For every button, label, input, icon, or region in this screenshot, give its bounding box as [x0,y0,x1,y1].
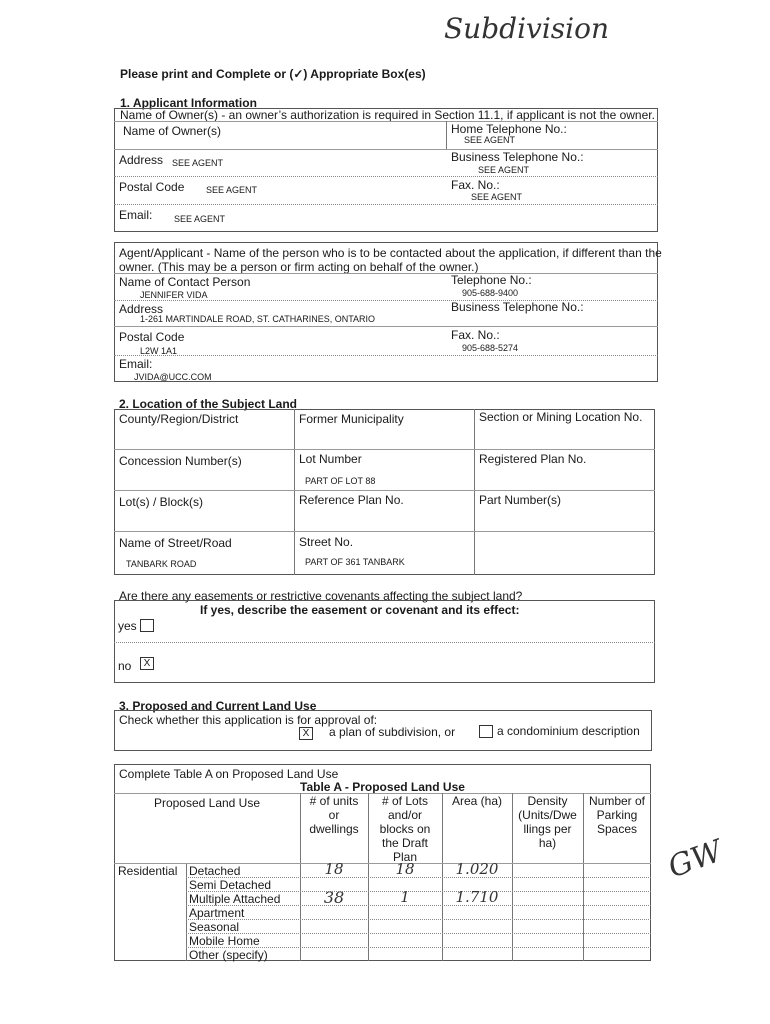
street-name-value: TANBARK ROAD [126,559,197,569]
section-mining-label: Section or Mining Location No. [479,410,643,424]
location-table [114,409,655,575]
approval-check-label: Check whether this application is for approval of: [119,713,378,727]
residential-label: Residential [118,864,178,878]
agent-telephone-label: Telephone No.: [451,273,532,287]
row-label: Detached [189,864,241,878]
easement-yes-label: yes [118,619,137,633]
detached-lots-value: 18 [395,860,415,878]
postal-code-label: Postal Code [119,180,185,194]
home-telephone-value: SEE AGENT [464,135,516,145]
agent-email-label: Email: [119,357,153,371]
section2-heading: 2. Location of the Subject Land [119,397,298,411]
condominium-label: a condominium description [497,724,640,738]
instruction-text: Please print and Complete or (✓) Appropriate Box(es) [120,67,426,81]
business-telephone-label: Business Telephone No.: [451,150,584,164]
fax-label: Fax. No.: [451,178,500,192]
section1-heading: 1. Applicant Information [120,96,257,110]
detached-area-value: 1.020 [455,860,499,878]
row-label: Other (specify) [189,948,268,962]
agent-intro-line2: owner. (This may be a person or firm acting on behalf of the owner.) [119,260,479,274]
easement-no-label: no [118,659,132,673]
street-number-label: Street No. [299,535,354,549]
street-name-label: Name of Street/Road [119,536,232,550]
agent-fax-value: 905-688-5274 [462,343,519,353]
col-proposed-land-use: Proposed Land Use [153,796,261,810]
business-telephone-value: SEE AGENT [478,165,530,175]
row-label: Mobile Home [189,934,260,948]
table-a-instruction: Complete Table A on Proposed Land Use [119,767,339,781]
handwritten-title: Subdivision [444,12,610,45]
agent-address-label: Address [119,302,164,316]
lot-number-label: Lot Number [299,452,362,466]
address-value: SEE AGENT [172,158,224,168]
plan-of-subdivision-checkbox[interactable]: X [299,727,313,740]
home-telephone-label: Home Telephone No.: [451,122,567,136]
multiple-attached-units-value: 38 [323,888,345,907]
email-label: Email: [119,208,153,222]
postal-code-value: SEE AGENT [206,185,258,195]
concession-label: Concession Number(s) [119,454,242,468]
owner-auth-note: Name of Owner(s) - an owner’s authorization is required in Section 11.1, if applicant is not the owner. [120,108,655,122]
county-label: County/Region/District [119,412,239,426]
reference-plan-label: Reference Plan No. [299,493,404,507]
row-label: Semi Detached [189,878,272,892]
registered-plan-label: Registered Plan No. [479,452,587,466]
agent-postal-code-label: Postal Code [119,330,185,344]
agent-business-telephone-label: Business Telephone No.: [451,300,584,314]
owner-name-label: Name of Owner(s) [123,124,222,138]
agent-telephone-value: 905-688-9400 [462,288,519,298]
col-density-header: Density (Units/Dwe llings per ha) [518,794,577,850]
detached-units-value: 18 [324,860,344,878]
agent-fax-label: Fax. No.: [451,328,500,342]
former-municipality-label: Former Municipality [299,412,404,426]
fax-value: SEE AGENT [471,192,523,202]
row-label: Seasonal [189,920,240,934]
address-label: Address [119,153,164,167]
email-value: SEE AGENT [174,214,226,224]
agent-email-value: JVIDA@UCC.COM [134,372,212,382]
lot-number-value: PART OF LOT 88 [305,476,376,486]
part-numbers-label: Part Number(s) [479,493,562,507]
agent-postal-code-value: L2W 1A1 [140,346,178,356]
agent-address-value: 1-261 MARTINDALE ROAD, ST. CATHARINES, ONTARIO [140,314,376,324]
handwritten-initials: GW [663,833,728,886]
plan-of-subdivision-label: a plan of subdivision, or [329,725,456,739]
section3-heading: 3. Proposed and Current Land Use [119,699,317,713]
col-lots-header: # of Lots and/or blocks on the Draft Plan [379,794,431,864]
contact-person-label: Name of Contact Person [119,275,251,289]
lots-blocks-label: Lot(s) / Block(s) [119,495,204,509]
row-label: Multiple Attached [189,892,281,906]
contact-person-value: JENNIFER VIDA [140,290,208,300]
easement-no-checkbox[interactable]: X [140,657,154,670]
col-area-header: Area (ha) [451,794,503,808]
table-a-title: Table A - Proposed Land Use [300,780,465,794]
col-parking-header: Number of Parking Spaces [588,794,646,836]
easement-yes-checkbox[interactable] [140,619,154,632]
street-number-value: PART OF 361 TANBARK [305,557,405,567]
col-units-header: # of units or dwellings [309,794,359,836]
multiple-attached-lots-value: 1 [400,888,410,906]
easement-question: Are there any easements or restrictive covenants affecting the subject land? [119,589,523,603]
multiple-attached-area-value: 1.710 [455,888,499,906]
agent-intro-line1: Agent/Applicant - Name of the person who is to be contacted about the application, if different than the [119,246,662,260]
row-label: Apartment [189,906,245,920]
easement-describe: If yes, describe the easement or covenant and its effect: [200,603,520,617]
condominium-checkbox[interactable] [479,725,493,738]
